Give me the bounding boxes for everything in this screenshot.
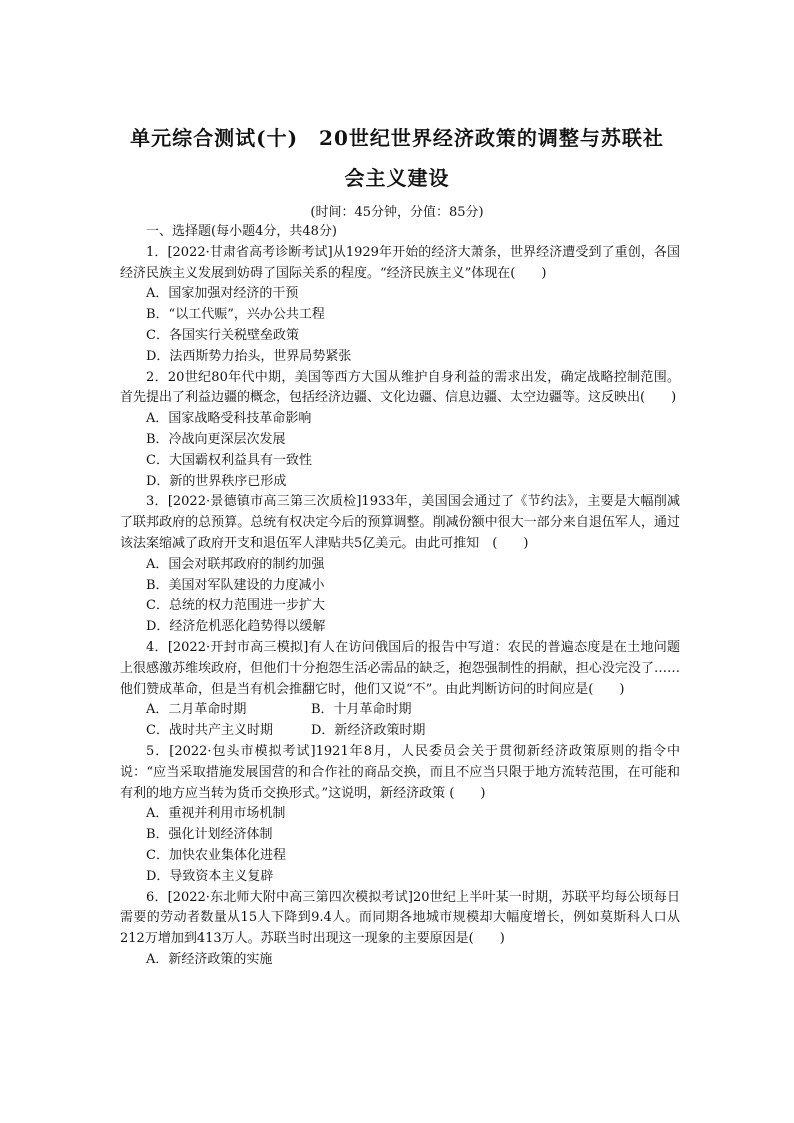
question-stem: 6．[2022·东北师大附中高三第四次模拟考试]20世纪上半叶某一时期，苏联平均每公顷每日需要的劳动者数量从15人下降到9.4人。而同期各地城市规模却大幅度增长，例如莫斯科人口从212万增加到413万人。苏联当时出现这一现象的主要原因是( ) (120, 889, 680, 947)
option-c: C．战时共产主义时期 (146, 723, 273, 739)
option-d: D．导致资本主义复辟 (146, 868, 274, 884)
option-d: D．经济危机恶化趋势得以缓解 (146, 619, 326, 635)
question-body (120, 222, 680, 971)
document-title-line2: 会主义建设 (344, 166, 450, 190)
option-a: A．国家加强对经济的干预 (146, 286, 299, 302)
option-c: C．加快农业集体化进程 (146, 847, 286, 863)
option-row (120, 721, 680, 742)
section-heading: 一、选择题(每小题4分，共48分) (146, 224, 337, 239)
question-stem: 4．[2022·开封市高三模拟]有人在访问俄国后的报告中写道：农民的普遍态度是在土地问题上很感激苏维埃政府，但他们十分抱怨生活必需品的缺乏，抱怨强制性的捐献，担心没完没了……他们赞成革命，但是当有机会推翻它时，他们又说“不”。由此判断访问的时间应是( ) (120, 639, 680, 697)
option-b: B．“以工代赈”，兴办公共工程 (146, 307, 325, 323)
option-c: C．大国霸权利益具有一致性 (146, 452, 312, 468)
question-6 (120, 888, 680, 971)
option-a: A．国会对联邦政府的制约加强 (146, 556, 325, 572)
option-b: B．美国对军队建设的力度减小 (146, 577, 325, 593)
option-a: A．重视并利用市场机制 (146, 806, 286, 822)
document-title-line1: 单元综合测试(十) 20世纪世界经济政策的调整与苏联社 (130, 126, 664, 150)
question-stem: 2．20世纪80年代中期，美国等西方大国从维护自身利益的需求出发，确定战略控制范围。首先提出了利益边疆的概念，包括经济边疆、文化边疆、信息边疆、太空边疆等。这反映出( ) (120, 369, 680, 406)
option-a: A．二月革命时期 (146, 702, 247, 718)
question-2 (120, 368, 680, 493)
option-a: A．国家战略受科技革命影响 (146, 411, 312, 427)
question-5 (120, 742, 680, 888)
option-b: B．十月革命时期 (311, 702, 412, 718)
question-1 (120, 243, 680, 368)
option-row (120, 700, 680, 721)
question-stem: 3．[2022·景德镇市高三第三次质检]1933年，美国国会通过了《节约法》，主要是大幅削减了联邦政府的总预算。总统有权决定今后的预算调整。削减份额中很大一部分来自退伍军人，通过该法案缩减了政府开支和退伍军人津贴共5亿美元。由此可推知 ( ) (120, 494, 680, 551)
question-4 (120, 638, 680, 742)
option-b: B．强化计划经济体制 (146, 827, 273, 843)
option-c: C．各国实行关税壁垒政策 (146, 327, 299, 343)
question-stem: 5．[2022·包头市模拟考试]1921年8月，人民委员会关于贯彻新经济政策原则的指令中说：“应当采取措施发展国营的和合作社的商品交换，而且不应当只限于地方流转范围，在可能和有利的地方应当转为货币交换形式。”这说明，新经济政策 ( ) (120, 743, 680, 801)
option-a: A．新经济政策的实施 (146, 951, 273, 967)
option-d: D．法西斯势力抬头，世界局势紧张 (146, 348, 352, 364)
option-d: D．新的世界秩序已形成 (146, 473, 287, 489)
question-stem: 1．[2022·甘肃省高考诊断考试]从1929年开始的经济大萧条，世界经济遭受到了重创，各国经济民族主义发展到妨碍了国际关系的程度。“经济民族主义”体现在( ) (120, 244, 680, 281)
option-b: B．冷战向更深层次发展 (146, 431, 286, 447)
question-3 (120, 492, 680, 638)
option-d: D．新经济政策时期 (311, 723, 426, 739)
time-score-info: (时间：45分钟，分值：85分) (310, 205, 484, 220)
option-c: C．总统的权力范围进一步扩大 (146, 598, 325, 614)
